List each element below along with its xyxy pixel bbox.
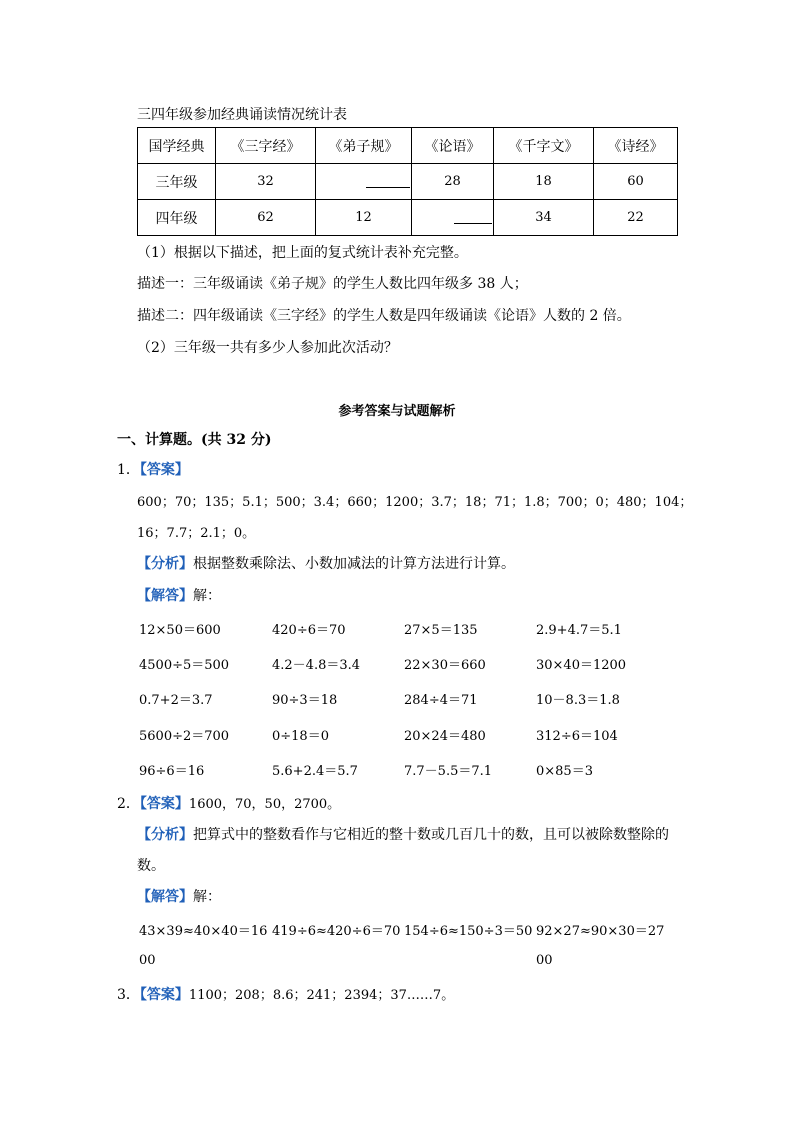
calc-item: 7.7－5.5＝7.1 [404,764,493,779]
fill-blank-cell [412,200,494,236]
calc-item: 2.9+4.7＝5.1 [536,623,622,638]
solution-text: 解： [193,588,221,604]
calc-item: 43×39≈40×40＝16 [139,924,268,939]
calc-item: 30×40＝1200 [536,658,627,673]
table-cell: 22 [594,200,678,236]
calc-item: 5600÷2＝700 [139,729,230,744]
question-1: （1）根据以下描述，把上面的复式统计表补充完整。 [137,245,468,261]
table-cell: 28 [412,164,494,200]
answer-1-line-2: 16；7.7；2.1；0。 [137,526,256,541]
calc-item: 27×5＝135 [404,623,478,638]
solution-text: 解： [193,889,221,905]
table-header-cell: 《千字文》 [494,128,594,164]
calc-item-continued: 00 [139,953,156,968]
row-label: 三年级 [138,164,216,200]
answer-blank [366,175,410,188]
answer-tag: 【答案】 [139,462,189,478]
question-2: （2）三年级一共有多少人参加此次活动？ [137,340,398,356]
calc-item: 4.2－4.8＝3.4 [272,658,361,673]
row-label: 四年级 [138,200,216,236]
calc-item: 92×27≈90×30＝27 [536,924,665,939]
calc-item: 154÷6≈150÷3＝50 [404,924,533,939]
section-heading: 一、计算题。(共 32 分) [117,432,272,448]
calc-item-continued: 00 [536,953,553,968]
analysis-1 [137,553,515,573]
answer-text: 1100；208；8.6；241；2394；37……7。 [188,988,455,1003]
table-header-cell: 《三字经》 [216,128,316,164]
solution-1 [137,585,221,605]
table-cell: 34 [494,200,594,236]
item-number: 3． [117,987,140,1003]
calc-item: 4500÷5＝500 [139,658,230,673]
solution-tag: 【解答】 [137,588,193,604]
table-caption: 三四年级参加经典诵读情况统计表 [137,107,347,123]
calc-item: 96÷6＝16 [139,764,205,779]
table-header-cell: 国学经典 [138,128,216,164]
solution-tag: 【解答】 [137,889,193,905]
answer-1-heading [117,459,189,479]
analysis-tag: 【分析】 [137,827,193,843]
table-cell: 60 [594,164,678,200]
calc-item: 10－8.3＝1.8 [536,693,620,708]
calc-item: 0÷18＝0 [272,729,329,744]
calc-item: 284÷4＝71 [404,693,478,708]
table-row [138,200,678,236]
analysis-tag: 【分析】 [137,556,193,572]
table-row [138,164,678,200]
answer-2-heading [117,793,340,813]
solution-2 [137,886,221,906]
table-header-cell: 《弟子规》 [316,128,412,164]
table-cell: 18 [494,164,594,200]
calc-item: 20×24＝480 [404,729,486,744]
table-cell: 12 [316,200,412,236]
calc-item: 12×50＝600 [139,623,221,638]
table-cell: 32 [216,164,316,200]
calc-item: 312÷6＝104 [536,729,618,744]
analysis-2-cont: 数。 [137,858,165,874]
table-cell: 62 [216,200,316,236]
analysis-2 [137,824,669,844]
answer-text: 1600，70，50，2700。 [188,797,341,812]
analysis-text: 把算式中的整数看作与它相近的整十数或几百几十的数，且可以被除数整除的 [193,827,669,843]
answer-1-line-1: 600；70；135；5.1；500；3.4；660；1200；3.7；18；71；1.8；700；0；480；104； [137,495,693,510]
calc-item: 0.7+2＝3.7 [139,693,213,708]
statistics-table [137,127,678,236]
item-number: 1． [117,462,140,478]
calc-item: 419÷6≈420÷6＝70 [272,924,401,939]
answers-title: 参考答案与试题解析 [338,404,456,419]
table-header-cell: 《论语》 [412,128,494,164]
table-header-cell: 《诗经》 [594,128,678,164]
fill-blank-cell [316,164,412,200]
answer-tag: 【答案】 [139,987,189,1003]
answer-blank [454,211,492,224]
answer-3-heading [117,984,454,1004]
calc-item: 5.6+2.4＝5.7 [272,764,358,779]
item-number: 2． [117,796,140,812]
calc-item: 420÷6＝70 [272,623,346,638]
answer-tag: 【答案】 [139,796,189,812]
calc-item: 0×85＝3 [536,764,593,779]
calc-item: 22×30＝660 [404,658,486,673]
calc-item: 90÷3＝18 [272,693,338,708]
description-1: 描述一：三年级诵读《弟子规》的学生人数比四年级多 38 人； [137,276,528,292]
table-header-row [138,128,678,164]
description-2: 描述二：四年级诵读《三字经》的学生人数是四年级诵读《论语》人数的 2 倍。 [137,308,631,324]
analysis-text: 根据整数乘除法、小数加减法的计算方法进行计算。 [193,556,515,572]
